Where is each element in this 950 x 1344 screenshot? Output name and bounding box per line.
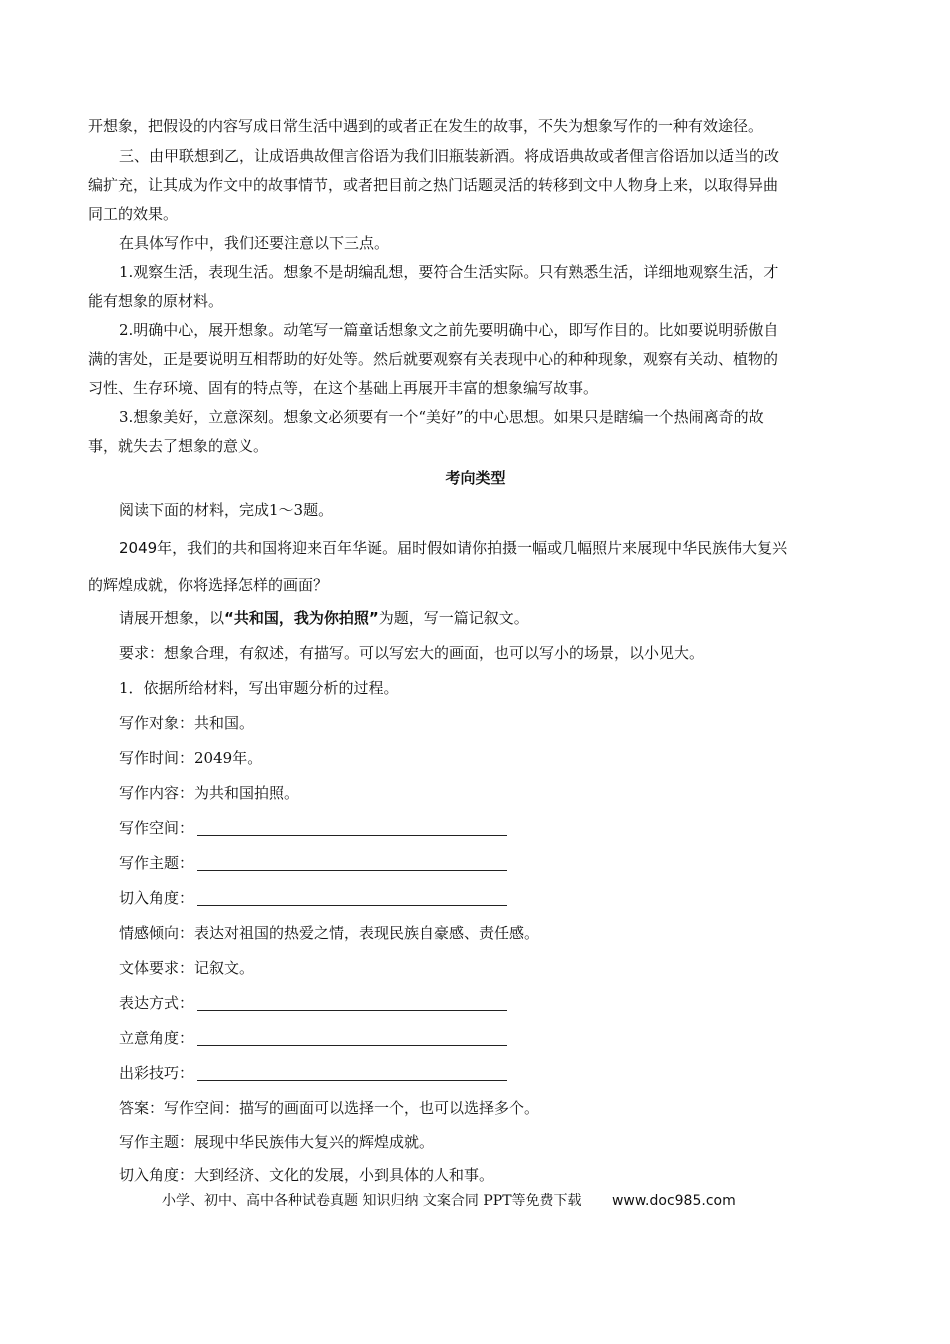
paragraph-line: 开想象，把假设的内容写成日常生活中遇到的或者正在发生的故事，不失为想象写作的一种有效途径。: [88, 117, 764, 135]
analysis-row: 写作主题：: [119, 852, 863, 874]
paragraph-line: 在具体写作中，我们还要注意以下三点。: [119, 234, 390, 252]
analysis-row: 出彩技巧：: [119, 1062, 863, 1084]
answer-blank[interactable]: [197, 1064, 507, 1081]
footer-text: 小学、初中、高中各种试卷真题 知识归纳 文案合同 PPT等免费下载: [162, 1193, 582, 1209]
material-line: 的辉煌成就，你将选择怎样的画面？: [88, 576, 329, 594]
answer-row: 切入角度：大到经济、文化的发展，小到具体的人和事。: [119, 1166, 495, 1184]
analysis-row: 情感倾向：表达对祖国的热爱之情，表现民族自豪感、责任感。: [119, 924, 540, 942]
answer-blank[interactable]: [197, 819, 507, 836]
writing-prompt: [119, 607, 863, 629]
material-line: 2049年，我们的共和国将迎来百年华诞。届时假如请你拍摄一幅或几幅照片来展现中华民族伟大复兴: [119, 539, 788, 557]
prompt-title: “共和国，我为你拍照”: [224, 609, 379, 627]
paragraph-line: 习性、生存环境、固有的特点等，在这个基础上再展开丰富的想象编写故事。: [88, 379, 599, 397]
answer-blank[interactable]: [197, 994, 507, 1011]
requirement: 要求：想象合理，有叙述，有描写。可以写宏大的画面，也可以写小的场景，以小见大。: [119, 644, 705, 662]
answer-row: 写作主题：展现中华民族伟大复兴的辉煌成就。: [119, 1133, 435, 1151]
paragraph-line: 三、由甲联想到乙，让成语典故俚言俗语为我们旧瓶装新酒。将成语典故或者俚言俗语加以适当的改: [119, 147, 780, 165]
footer-link[interactable]: www.doc985.com: [611, 1193, 736, 1209]
answer-blank[interactable]: [197, 889, 507, 906]
paragraph-line: 事，就失去了想象的意义。: [88, 437, 269, 455]
analysis-row: 立意角度：: [119, 1027, 863, 1049]
answer-row: 答案：写作空间：描写的画面可以选择一个，也可以选择多个。: [119, 1099, 540, 1117]
answer-blank[interactable]: [197, 854, 507, 871]
analysis-row: 写作对象：共和国。: [119, 714, 255, 732]
paragraph-line: 1.观察生活，表现生活。想象不是胡编乱想，要符合生活实际。只有熟悉生活，详细地观察生活，才: [119, 263, 779, 281]
analysis-row: 写作内容：为共和国拍照。: [119, 784, 300, 802]
section-title: 考向类型: [445, 469, 506, 487]
question-intro: 阅读下面的材料，完成1～3题。: [119, 501, 334, 519]
prompt-pre: 请展开想象，以: [119, 609, 225, 627]
paragraph-line: 2.明确中心，展开想象。动笔写一篇童话想象文之前先要明确中心，即写作目的。比如要说明骄傲自: [119, 321, 779, 339]
task-1: 1．依据所给材料，写出审题分析的过程。: [119, 679, 399, 697]
answer-blank[interactable]: [197, 1029, 507, 1046]
analysis-row: 写作时间：2049年。: [119, 749, 263, 767]
page-footer: [162, 1190, 862, 1212]
analysis-row: 切入角度：: [119, 887, 863, 909]
analysis-row: 表达方式：: [119, 992, 863, 1014]
paragraph-line: 满的害处，正是要说明互相帮助的好处等。然后就要观察有关表现中心的种种现象，观察有关动、植物的: [88, 350, 779, 368]
prompt-post: 为题，写一篇记叙文。: [378, 609, 529, 627]
analysis-row: 写作空间：: [119, 817, 863, 839]
paragraph-line: 能有想象的原材料。: [88, 292, 224, 310]
paragraph-line: 编扩充，让其成为作文中的故事情节，或者把目前之热门话题灵活的转移到文中人物身上来，以取得异曲: [88, 176, 779, 194]
paragraph-line: 同工的效果。: [88, 205, 179, 223]
analysis-row: 文体要求：记叙文。: [119, 959, 255, 977]
paragraph-line: 3.想象美好，立意深刻。想象文必须要有一个“美好”的中心思想。如果只是瞎编一个热闹离奇的故: [119, 408, 764, 426]
